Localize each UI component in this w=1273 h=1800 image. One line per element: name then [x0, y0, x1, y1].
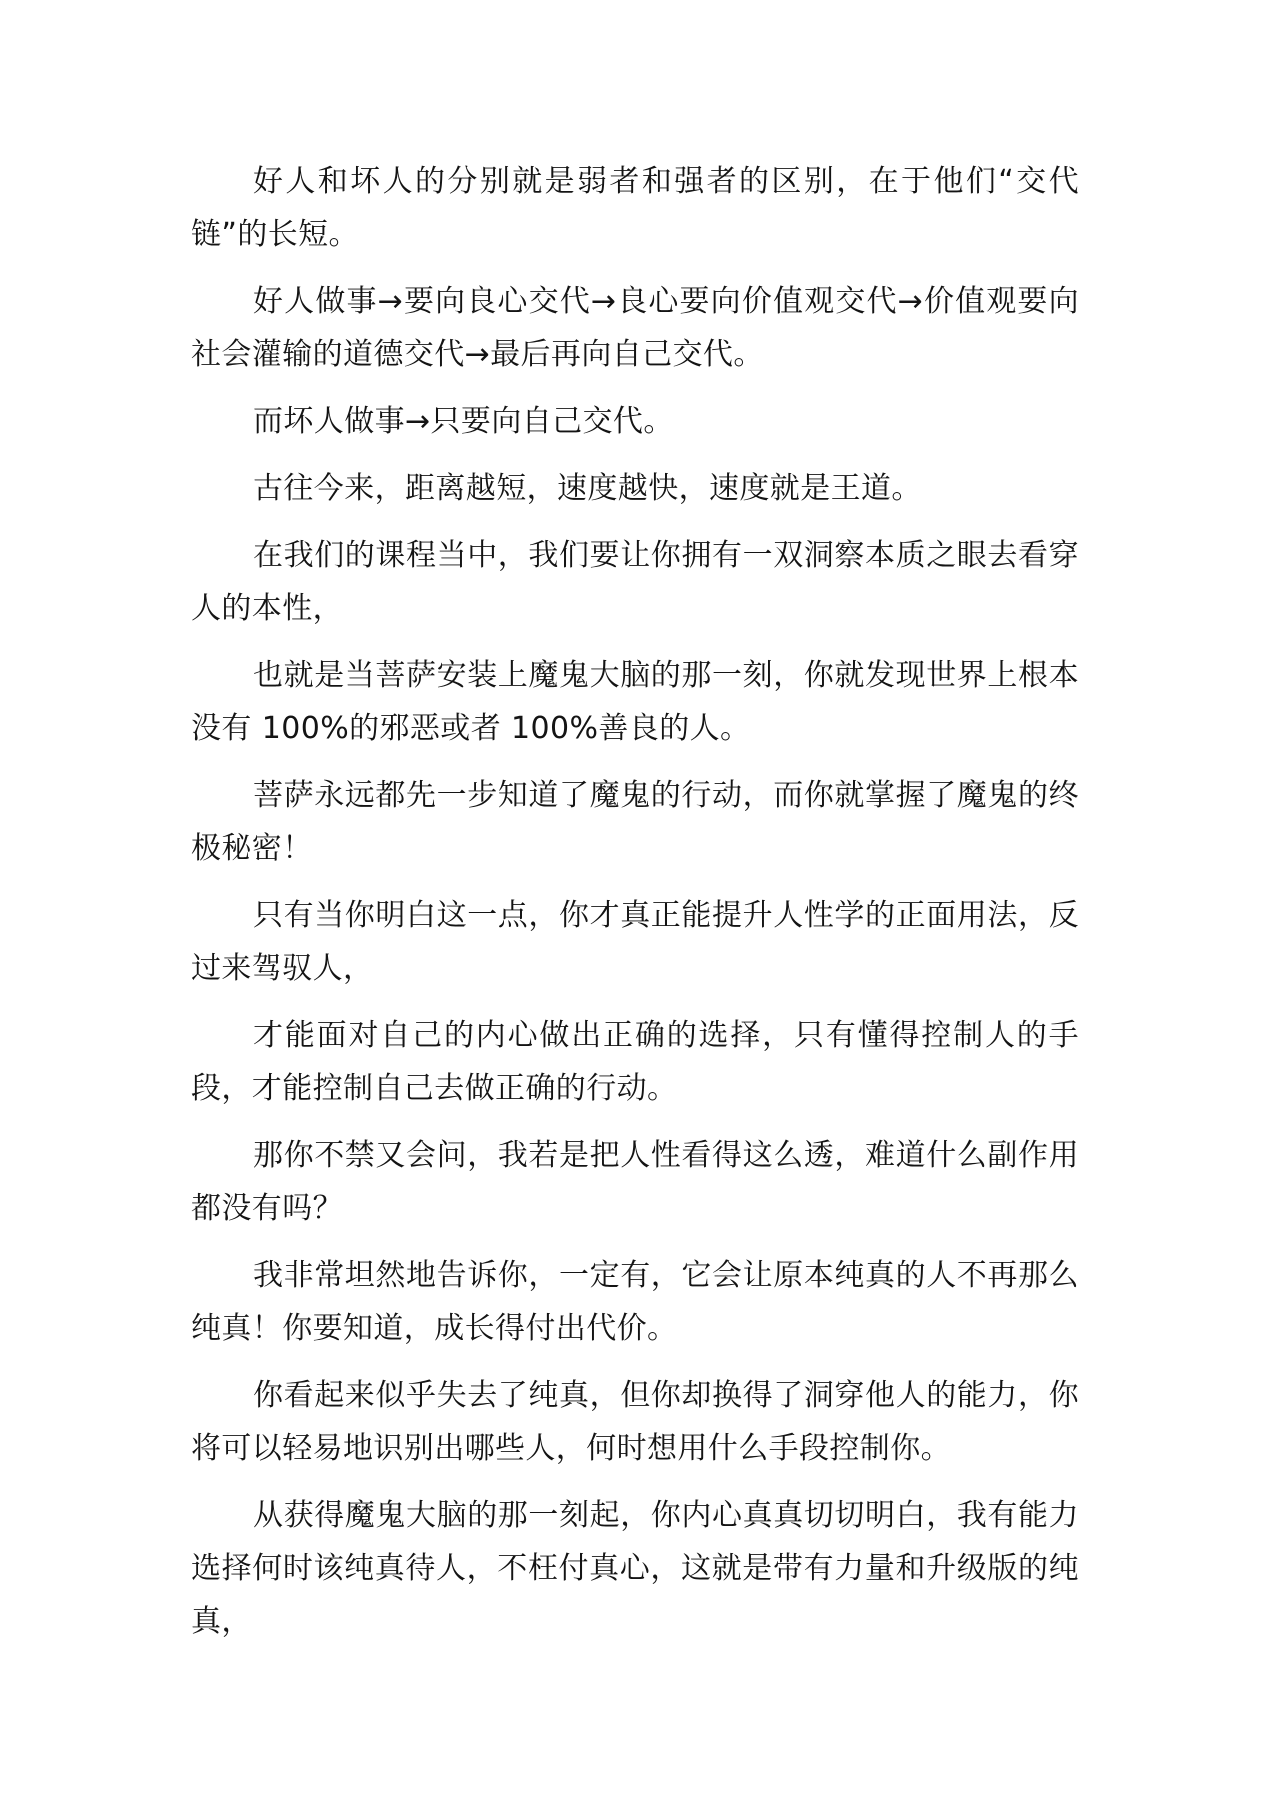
paragraph-7: 菩萨永远都先一步知道了魔鬼的行动，而你就掌握了魔鬼的终极秘密！: [191, 778, 1079, 866]
paragraph-13: 从获得魔鬼大脑的那一刻起，你内心真真切切明白，我有能力选择何时该纯真待人，不枉付真心，这就是带有力量和升级版的纯真，: [191, 1498, 1079, 1639]
paragraph-1: 好人和坏人的分别就是弱者和强者的区别，在于他们“交代链”的长短。: [191, 164, 1079, 252]
document-body: [191, 155, 1079, 1662]
paragraph-11: 我非常坦然地告诉你，一定有，它会让原本纯真的人不再那么纯真！你要知道，成长得付出代价。: [191, 1258, 1079, 1346]
paragraph-6: 也就是当菩萨安装上魔鬼大脑的那一刻，你就发现世界上根本没有 100%的邪恶或者 100%善良的人。: [191, 658, 1079, 746]
paragraph-5: 在我们的课程当中，我们要让你拥有一双洞察本质之眼去看穿人的本性，: [191, 538, 1079, 626]
paragraph-3: 而坏人做事→只要向自己交代。: [253, 404, 674, 439]
paragraph-2: 好人做事→要向良心交代→良心要向价值观交代→价值观要向社会灌输的道德交代→最后再向自己交代。: [191, 284, 1079, 372]
paragraph-10: 那你不禁又会问，我若是把人性看得这么透，难道什么副作用都没有吗？: [191, 1138, 1079, 1226]
paragraph-8: 只有当你明白这一点，你才真正能提升人性学的正面用法，反过来驾驭人，: [191, 898, 1079, 986]
paragraph-9: 才能面对自己的内心做出正确的选择，只有懂得控制人的手段，才能控制自己去做正确的行动。: [191, 1018, 1079, 1106]
paragraph-4: 古往今来，距离越短，速度越快，速度就是王道。: [253, 471, 922, 506]
paragraph-12: 你看起来似乎失去了纯真，但你却换得了洞穿他人的能力，你将可以轻易地识别出哪些人，何时想用什么手段控制你。: [191, 1378, 1079, 1466]
